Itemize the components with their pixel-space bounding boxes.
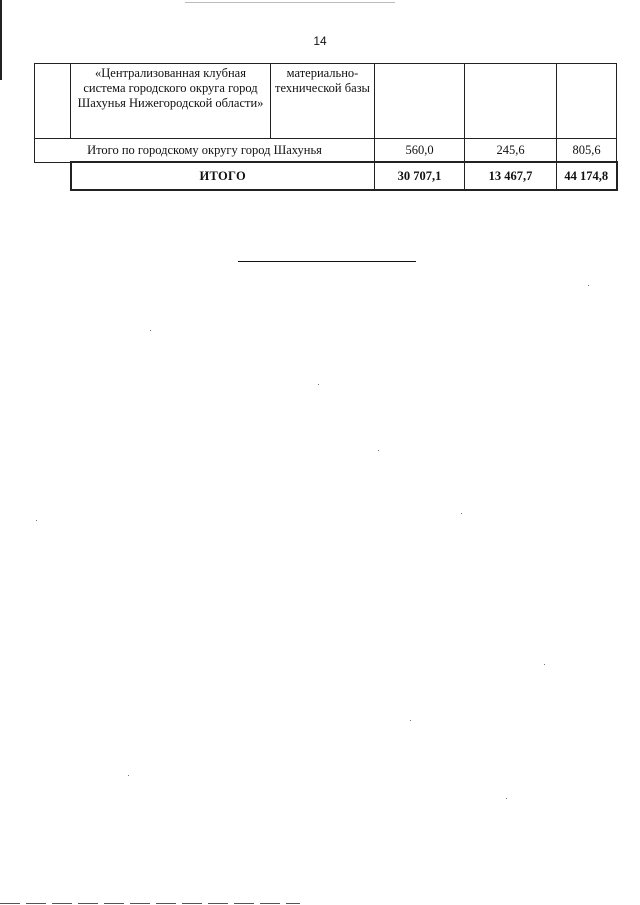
scan-speck (318, 384, 319, 385)
scan-speck (506, 798, 507, 799)
total-value-2: 13 467,7 (465, 162, 557, 190)
scan-speck (461, 513, 462, 514)
organization-name-cell: «Централизованная клубная система городского округа город Шахунья Нижегородской области» (71, 64, 271, 139)
table-cell-empty (35, 162, 71, 190)
value-cell (375, 64, 465, 139)
scan-speck (544, 664, 545, 665)
scan-speck (378, 450, 379, 451)
table-row-organization (35, 64, 617, 139)
scan-artifact-bottom (0, 903, 300, 904)
total-value-1: 30 707,1 (375, 162, 465, 190)
total-value-3: 44 174,8 (557, 162, 617, 190)
table-cell-index (35, 64, 71, 139)
value-cell (465, 64, 557, 139)
value-cell (557, 64, 617, 139)
subtotal-label: Итого по городскому округу город Шахунья (35, 139, 375, 163)
scan-speck (410, 720, 411, 721)
total-label: ИТОГО (71, 162, 375, 190)
subtotal-value-3: 805,6 (557, 139, 617, 163)
budget-table (34, 63, 618, 191)
page-number: 14 (313, 34, 327, 48)
scan-speck (588, 285, 589, 286)
scan-artifact-line (185, 2, 395, 3)
subtotal-value-1: 560,0 (375, 139, 465, 163)
purpose-cell: материально-технической базы (271, 64, 375, 139)
scan-speck (36, 520, 37, 521)
table-row-subtotal (35, 139, 617, 163)
scan-speck (128, 775, 129, 776)
document-end-line (238, 261, 416, 262)
scan-speck (150, 330, 151, 331)
table-row-total (35, 162, 617, 190)
subtotal-value-2: 245,6 (465, 139, 557, 163)
